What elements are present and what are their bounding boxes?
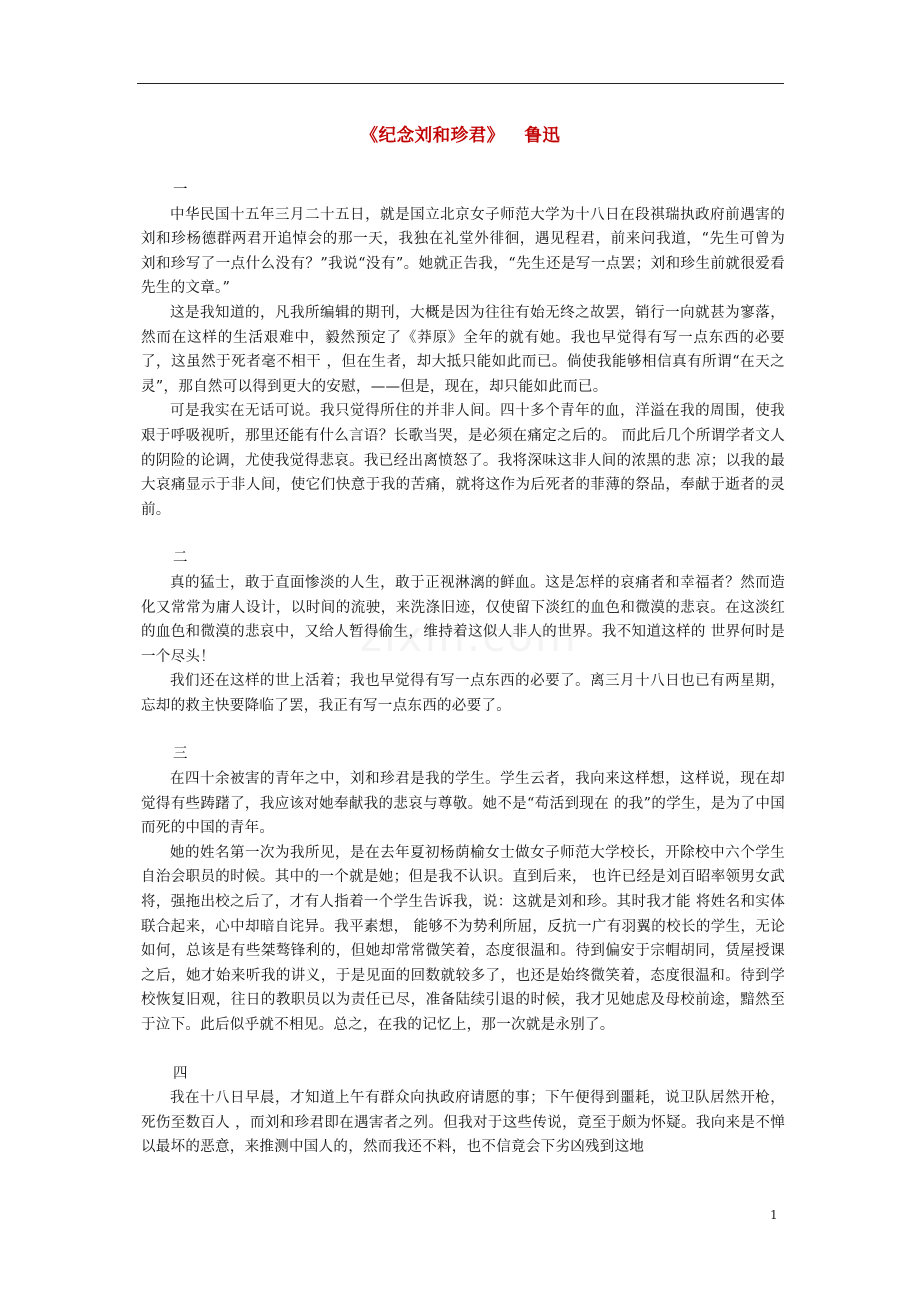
section-2 (141, 546, 785, 718)
section-number: 一 (173, 182, 188, 198)
section-4 (141, 1062, 785, 1160)
document-body (141, 178, 785, 1184)
header-rule (137, 83, 784, 84)
section-number: 三 (173, 746, 188, 763)
paragraph: 可是我实在无话可说。我只觉得所住的并非人间。四十多个青年的血，洋溢在我的周围，使我艰于呼吸视听，那里还能有什么言语？长歌当哭，是必须在痛定之后的。 而此后几个所谓学者文人的阴险的论调，尤使我觉得悲哀。我已经出离愤怒了。我将深味这非人间的浓黑的悲 凉；以我的最大哀痛显示于非人间，使它们快意于我的苦痛，就将这作为后死者的菲薄的祭品，奉献于逝者的灵前。 (141, 403, 785, 518)
section-number: 二 (173, 550, 188, 567)
paragraph: 真的猛士，敢于直面惨淡的人生，敢于正视淋漓的鲜血。这是怎样的哀痛者和幸福者？然而造化又常常为庸人设计，以时间的流驶，来洗涤旧迹，仅使留下淡红的血色和微漠的悲哀。在这淡红的血色和微漠的悲哀中，又给人暂得偷生，维持着这似人非人的世界。我不知道这样的 世界何时是一个尽头！ (141, 574, 785, 665)
section-1 (141, 178, 785, 522)
section-3 (141, 742, 785, 1037)
section-number: 四 (173, 1065, 188, 1082)
paragraph: 我们还在这样的世上活着；我也早觉得有写一点东西的必要了。离三月十八日也已有两星期，忘却的救主快要降临了罢，我正有写一点东西的必要了。 (141, 673, 785, 714)
document-title: 《纪念刘和珍君》 鲁迅 (360, 126, 561, 146)
paragraph: 中华民国十五年三月二十五日，就是国立北京女子师范大学为十八日在段祺瑞执政府前遇害的刘和珍杨德群两君开追悼会的那一天，我独在礼堂外徘徊，遇见程君，前来问我道，“先生可曾为刘和珍写了一点什么没有？”我说“没有”。她就正告我，“先生还是写一点罢；刘和珍生前就很爱看先生的文章。” (141, 206, 785, 297)
page-number: 1 (770, 1208, 778, 1222)
paragraph: 我在十八日早晨，才知道上午有群众向执政府请愿的事；下午便得到噩耗，说卫队居然开枪，死伤至数百人 ，而刘和珍君即在遇害者之列。但我对于这些传说，竟至于颇为怀疑。我向来是不惮以最坏的恶意，来推测中国人的，然而我还不料，也不信竟会下劣凶残到这地 (141, 1090, 785, 1156)
paragraph: 这是我知道的，凡我所编辑的期刊，大概是因为往往有始无终之故罢，销行一向就甚为寥落，然而在这样的生活艰难中，毅然预定了《莽原》全年的就有她。我也早觉得有写一点东西的必要了，这虽然于死者毫不相干 ，但在生者，却大抵只能如此而已。倘使我能够相信真有所谓“在天之灵”，那自然可以得到更大的安慰，——但是，现在，却只能如此而已。 (141, 304, 785, 395)
paragraph: 她的姓名第一次为我所见，是在去年夏初杨荫榆女士做女子师范大学校长，开除校中六个学生自治会职员的时候。其中的一个就是她；但是我不认识。直到后来， 也许已经是刘百昭率领男女武将，强拖出校之后了，才有人指着一个学生告诉我，说：这就是刘和珍。其时我才能 将姓名和实体联合起来，心中却暗自诧异。我平素想， 能够不为势利所屈，反抗一广有羽翼的校长的学生，无论 如何，总该是有些桀骜锋利的，但她却常常微笑着，态度很温和。待到偏安于宗帽胡同，赁屋授课之后，她才始来听我的讲义，于是见面的回数就较多了，也还是始终微笑着，态度很温和。待到学校恢复旧观，往日的教职员以为责任已尽，准备陆续引退的时候，我才见她虑及母校前途，黯然至于泣下。此后似乎就不相见。总之，在我的记忆上，那一次就是永别了。 (141, 844, 785, 1033)
paragraph: 在四十余被害的青年之中，刘和珍君是我的学生。学生云者，我向来这样想，这样说，现在却觉得有些踌躇了，我应该对她奉献我的悲哀与尊敬。她不是“苟活到现在 的我”的学生，是为了中国而死的中国的青年。 (141, 771, 785, 837)
